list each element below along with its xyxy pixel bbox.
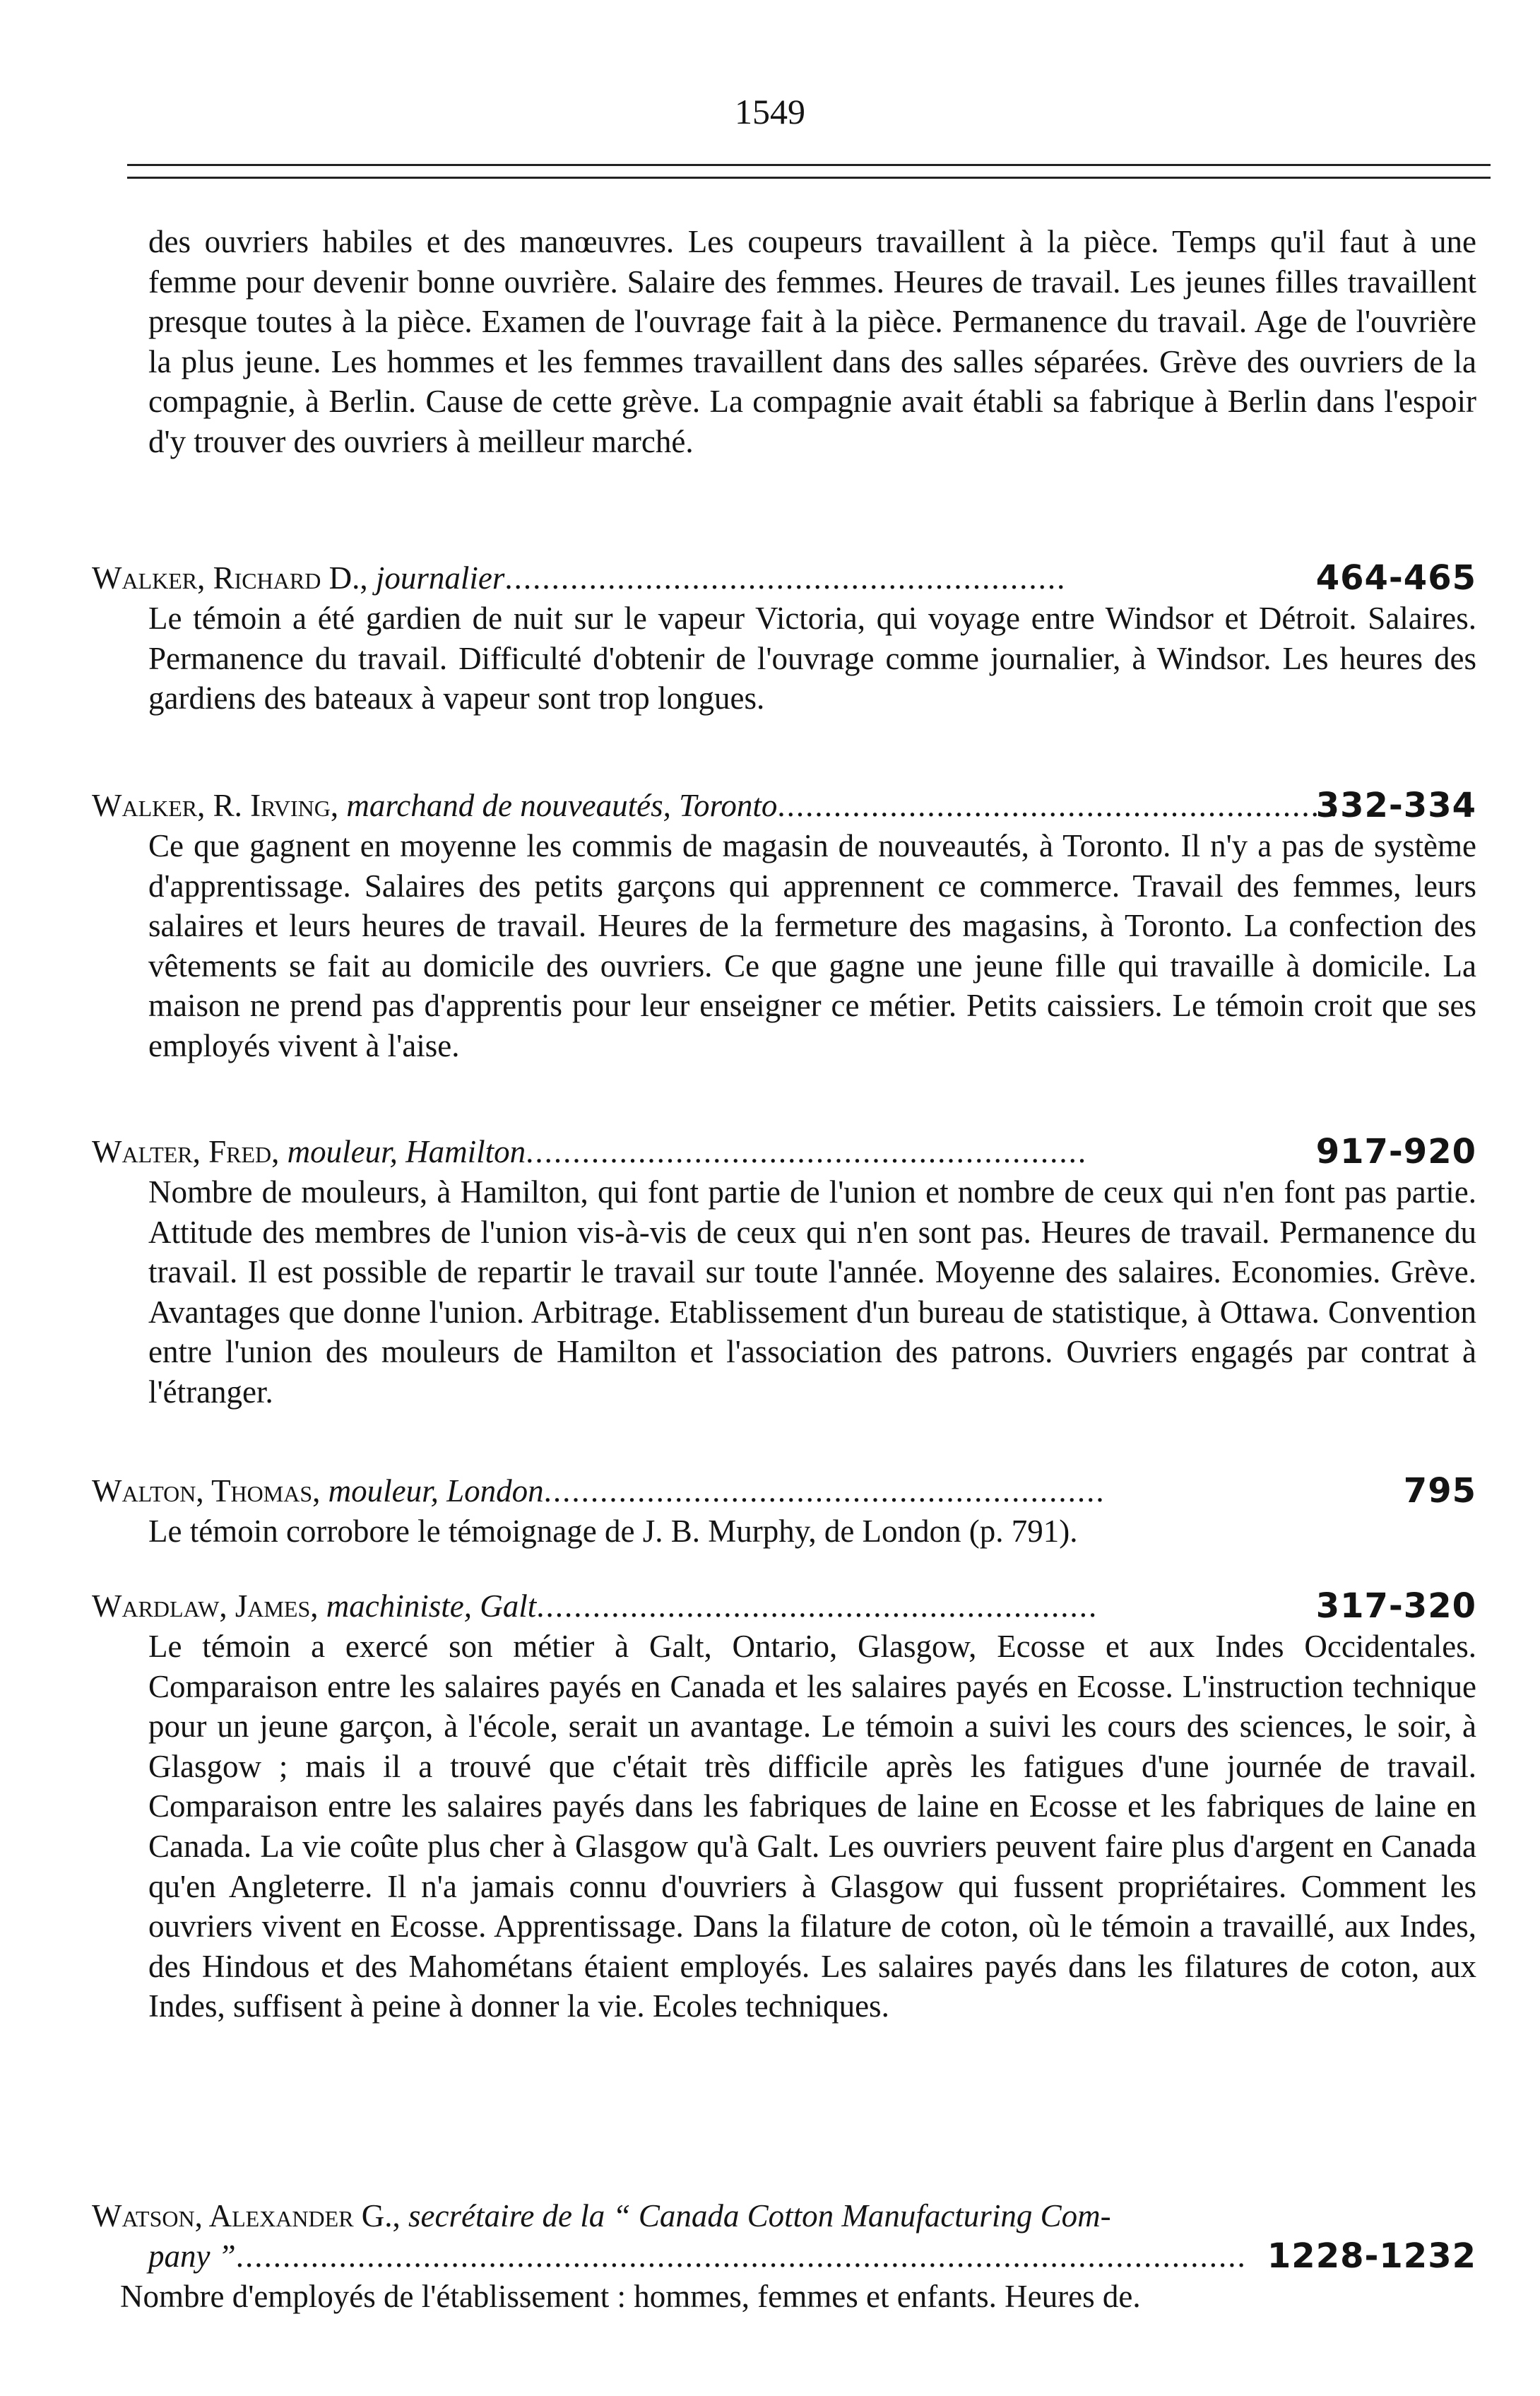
entry-text: Le témoin corrobore le témoignage de J. B. Murphy, de London (p. 791). [148, 1513, 1078, 1549]
entry-pages: 795 [1403, 1471, 1476, 1511]
entry-pages: 917-920 [1315, 1132, 1476, 1172]
entry-name: Watson, Alexander G., [92, 2198, 401, 2233]
entry-leader: ............................................................ [536, 1588, 1098, 1624]
entry-leader: ............................................................................................................ [235, 2238, 1247, 2274]
entry-pages: 464-465 [1315, 558, 1476, 598]
entry-walker-irving [92, 786, 1476, 1066]
entry-walker-richard [92, 558, 1476, 719]
entry-heading [92, 1586, 1476, 1627]
entry-heading [92, 1471, 1476, 1511]
entry-leader: ............................................................ [526, 1134, 1088, 1169]
entry-leader: ............................................................ [777, 788, 1339, 823]
entry-pages: 317-320 [1315, 1586, 1476, 1626]
entry-name: Walton, Thomas, [92, 1473, 321, 1509]
entry-text: Le témoin a exercé son métier à Galt, Ontario, Glasgow, Ecosse et aux Indes Occidentales. Comparaison entre les salaires payés en Canada et les salaires payés en Ecosse. L'instruction technique pour un jeune garçon, à l'école, serait un avantage. Le témoin a suivi les cours des sciences, le soir, à Glasgow ; mais il a trouvé que c'était très difficile après les fatigues d'une journée de travail. Comparaison entre les salaires payés dans les fabriques de laine en Ecosse et les fabriques de laine en Canada. La vie coûte plus cher à Glasgow qu'à Galt. Les ouvriers peuvent faire plus d'argent en Canada qu'en Angleterre. Il n'a jamais connu d'ouvriers à Glasgow qui fussent propriétaires. Comment les ouvriers vivent en Ecosse. Apprentissage. Dans la filature de coton, où le témoin a travaillé, aux Indes, des Hindous et des Mahométans étaient employés. Les salaires payés dans les filatures de coton, aux Indes, suffisent à peine à donner la vie. Ecoles techniques. [148, 1629, 1476, 2024]
intro-paragraph: des ouvriers habiles et des manœuvres. Les coupeurs travaillent à la pièce. Temps qu'il faut à une femme pour devenir bonne ouvrière. Salaire des femmes. Heures de travail. Les jeunes filles travaillent presque toutes à la pièce. Examen de l'ouvrage fait à la pièce. Permanence du travail. Age de l'ouvrière la plus jeune. Les hommes et les femmes travaillent dans des salles séparées. Grève des ouvriers de la compagnie, à Berlin. Cause de cette grève. La compagnie avait établi sa fabrique à Berlin dans l'espoir d'y trouver des ouvriers à meilleur marché. [148, 224, 1476, 459]
entry-text: Nombre de mouleurs, à Hamilton, qui font partie de l'union et nombre de ceux qui n'en font pas partie. Attitude des membres de l'union vis-à-vis de ceux qui n'en sont pas. Heures de travail. Permanence du travail. Il est possible de repartir le travail sur toute l'année. Moyenne des salaires. Economies. Grève. Avantages que donne l'union. Arbitrage. Etablissement d'un bureau de statistique, à Ottawa. Convention entre l'union des mouleurs de Hamilton et l'association des patrons. Ouvriers engagés par contrat à l'étranger. [148, 1174, 1476, 1410]
entry-wardlaw-james [92, 1586, 1476, 2026]
entry-text: Le témoin a été gardien de nuit sur le vapeur Victoria, qui voyage entre Windsor et Détroit. Salaires. Permanence du travail. Difficulté d'obtenir de l'ouvrage comme journalier, à Windsor. Les heures des gardiens des bateaux à vapeur sont trop longues. [148, 601, 1476, 716]
entry-role: marchand de nouveautés, Toronto [346, 788, 778, 823]
entry-pages: 1228-1232 [1267, 2236, 1476, 2276]
entry-leader: ............................................................ [543, 1473, 1106, 1509]
entry-heading [92, 786, 1476, 826]
header-rule-bottom [127, 177, 1491, 179]
page-number: 1549 [735, 92, 805, 131]
entry-name: Wardlaw, James, [92, 1588, 319, 1624]
entry-walter-fred [92, 1132, 1476, 1412]
entry-heading [92, 558, 1476, 598]
entry-heading [92, 1132, 1476, 1172]
entry-pages: 332-334 [1315, 786, 1476, 825]
entry-text: Nombre d'employés de l'établissement : hommes, femmes et enfants. Heures de. [120, 2279, 1141, 2314]
entry-heading [92, 2196, 1476, 2236]
entry-walton-thomas [92, 1471, 1476, 1552]
entry-leader: ............................................................ [504, 560, 1067, 596]
entry-heading-continued [148, 2236, 1476, 2277]
entry-text: Ce que gagnent en moyenne les commis de magasin de nouveautés, à Toronto. Il n'y a pas de système d'apprentissage. Salaires des petits garçons qui apprennent ce commerce. Travail des femmes, leurs salaires et leurs heures de travail. Heures de la fermeture des magasins, à Toronto. La confection des vêtements se fait au domicile des ouvriers. Ce que gagne une jeune fille qui travaille à domicile. La maison ne prend pas d'apprentis pour leur enseigner ce métier. Petits caissiers. Le témoin croit que ses employés vivent à l'aise. [148, 828, 1476, 1063]
entry-role: machiniste, Galt [326, 1588, 537, 1624]
entry-role: journalier [375, 560, 505, 596]
entry-role: mouleur, Hamilton [287, 1134, 526, 1169]
entry-role: mouleur, London [328, 1473, 544, 1509]
header-rule-top [127, 164, 1491, 166]
entry-name: Walker, Richard D., [92, 560, 368, 596]
entry-role: secrétaire de la “ Canada Cotton Manufacturing Com- [408, 2198, 1111, 2233]
entry-name: Walter, Fred, [92, 1134, 280, 1169]
entry-name: Walker, R. Irving, [92, 788, 339, 823]
entry-watson-alexander [92, 2196, 1476, 2317]
entry-role-continued: pany ” [148, 2238, 236, 2274]
